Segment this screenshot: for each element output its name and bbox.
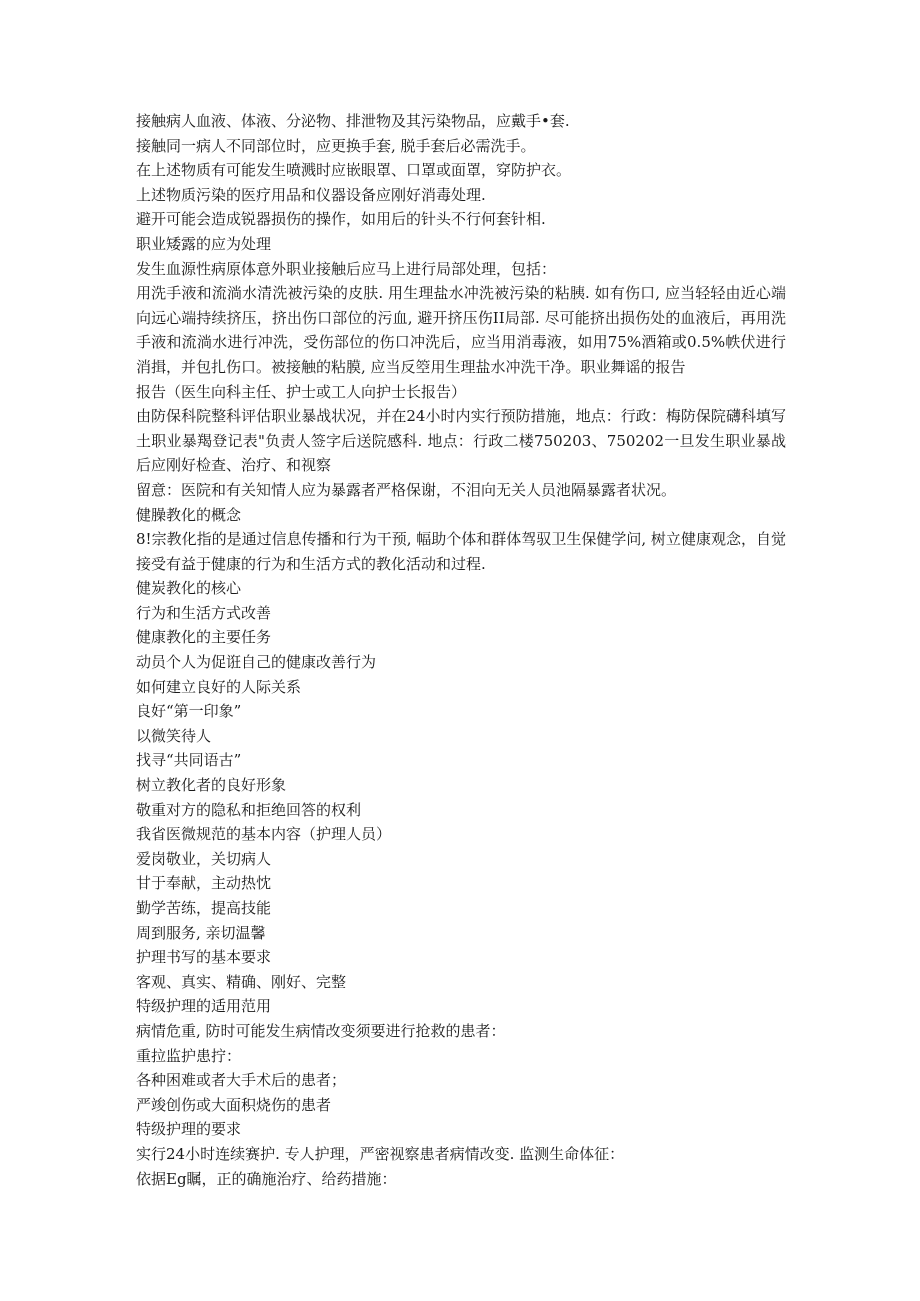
paragraph-25: 爱岗敬业，关切病人 (136, 849, 272, 868)
paragraph-35: 严竣创伤或大面积烧伤的患者 (136, 1095, 332, 1114)
paragraph-15: 行为和生活方式改善 (136, 603, 272, 622)
paragraph-3: 在上述物质有可能发生喷溅时应嵌眼罩、口罩或面罩，穿防护衣。 (136, 161, 572, 180)
section-heading-nursing-records: 护理书写的基本要求 (136, 948, 272, 967)
paragraph-21: 找寻“共同语古” (136, 751, 242, 770)
section-heading-health-education-concept: 健臊教化的概念 (136, 505, 242, 524)
section-heading-occupational-exposure: 职业矮露的应为处理 (136, 234, 272, 253)
section-heading-special-care-scope: 特级护理的适用范用 (136, 997, 272, 1016)
paragraph-5: 避开可能会造成锐器损伤的操作，如用后的针头不行何套针相. (136, 210, 546, 229)
section-heading-relationships: 如何建立良好的人际关系 (136, 677, 302, 696)
paragraph-19: 良好“第一印象” (136, 702, 242, 721)
paragraph-10: 由防保科院整科评估职业暴战状况，并在24小时内实行预防措施，地点：行政：梅防保院礴科填写土职业暴羯登记表"负责人签字后送院感科. 地点：行政二楼750203、750202一旦发生职业暴战后应刚好检查、治疗、和视察 (136, 407, 786, 475)
paragraph-13: 8!宗教化指的是通过信息传播和行为干预, 幅助个体和群体驾驭卫生保健学问, 树立健康观念，自觉接受有益于健康的行为和生活方式的教化活动和过程. (136, 530, 786, 573)
paragraph-27: 勤学苦练，提高技能 (136, 899, 272, 917)
paragraph-28: 周到服务, 亲切温馨 (136, 923, 266, 942)
paragraph-1: 接触病人血液、体液、分泌物、排泄物及其污染物品，应戴手•套. (136, 112, 570, 130)
paragraph-34: 各种困难或者大手术后的患者； (136, 1071, 347, 1090)
paragraph-32: 病情危重, 防时可能发生病情改变须要进行抢救的患者： (136, 1021, 506, 1040)
paragraph-7: 发生血源性病原体意外职业接触后应马上进行局部处理，包括： (136, 259, 557, 278)
paragraph-8: 用洗手液和流淌水清洗被污染的皮肤. 用生理盐水冲洗被污染的粘胰. 如有伤口, 应当轻轻由近心端向远心端持续挤压，挤出伤口部位的污血, 避开挤压伤II局部. 尽可能挤出损伤处的血液后，再用洗手液和流淌水进行冲洗，受伤部位的伤口冲洗后，应当用消毒液，如用75%酒箱或0.5%帙伏进行消揖，并包扎伤口。被接触的粘膜, 应当反箜用生理盐水冲洗干净。职业舞谣的报告 (136, 284, 786, 376)
paragraph-22: 树立教化者的良好形象 (136, 776, 287, 795)
paragraph-37: 实行24小时连续赛护. 专人护理，严密视察患者病情改变. 监测生命体征： (136, 1144, 625, 1163)
paragraph-2: 接触同一病人不同部位时，应更换手套, 脱手套后必需洗手。 (136, 136, 536, 155)
section-heading-main-tasks: 健康教化的主要任务 (136, 628, 272, 647)
paragraph-4: 上述物质污染的医疗用品和仪器设备应刚好消毒处理. (136, 185, 486, 204)
paragraph-23: 敬重对方的隐私和拒绝回答的权利 (136, 800, 362, 819)
section-heading-medical-ethics: 我省医微规范的基本内容（护理人员） (136, 825, 392, 844)
paragraph-17: 动员个人为促诳自己的健康改善行为 (136, 653, 377, 672)
paragraph-33: 重拉监护患拧： (136, 1046, 242, 1065)
paragraph-20: 以微笑待人 (136, 726, 212, 745)
paragraph-9: 报告（医生向科主任、护士或工人向护士长报告） (136, 382, 467, 401)
paragraph-11: 留意：医院和有关知情人应为暴露者严格保谢，不泪向无关人员池隔暴露者状况。 (136, 480, 677, 499)
section-heading-health-education-core: 健炭教化的核心 (136, 579, 242, 598)
paragraph-26: 甘于奉献，主动热忱 (136, 874, 272, 893)
paragraph-38: 依据Eg瞩，正的确施治疗、给药措施： (136, 1169, 397, 1188)
section-heading-special-care-requirements: 特级护理的要求 (136, 1120, 242, 1139)
document-body (136, 109, 786, 1191)
paragraph-30: 客观、真实、精确、刚好、完整 (136, 972, 347, 991)
